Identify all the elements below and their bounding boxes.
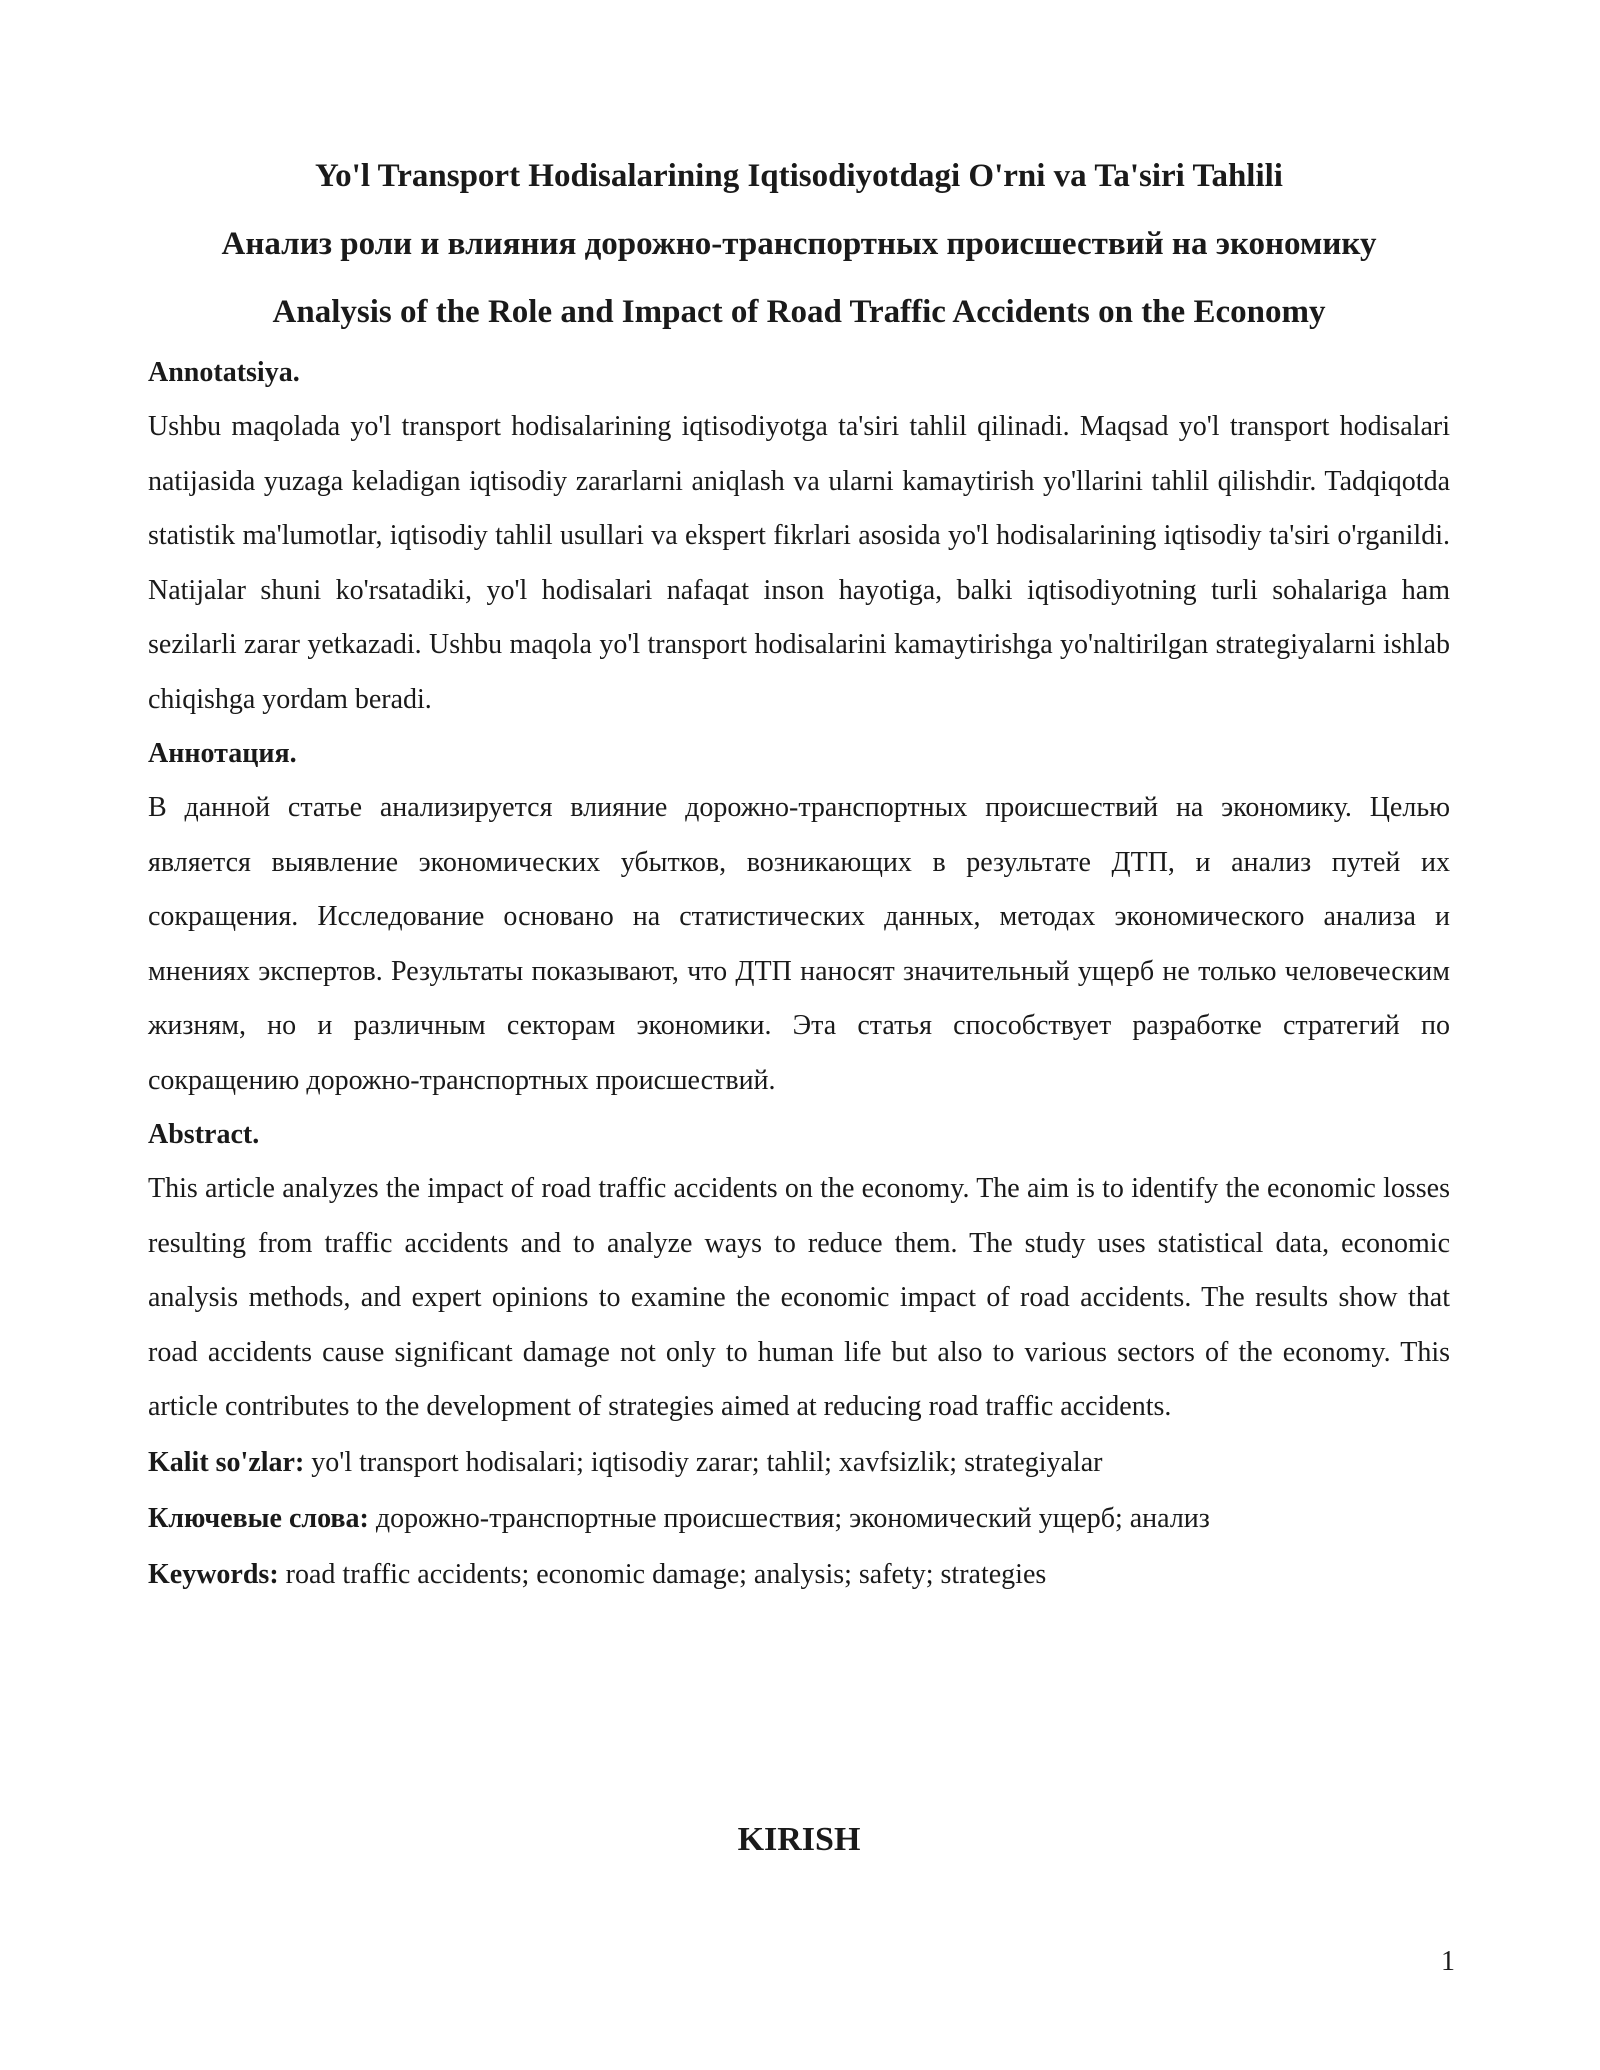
keywords-uzbek-text: yo'l transport hodisalari; iqtisodiy zarar; tahlil; xavfsizlik; strategiyalar	[304, 1446, 1103, 1478]
abstract-uzbek	[148, 346, 1450, 727]
abstract-english-text: This article analyzes the impact of road traffic accidents on the economy. The aim is to identify the economic losses resulting from traffic accidents and to analyze ways to reduce them. The study uses statistical data, economic analysis methods, and expert opinions to examine the economic impact of road accidents. The results show that road accidents cause significant damage not only to human life but also to various sectors of the economy. This article contributes to the development of strategies aimed at reducing road traffic accidents.	[148, 1173, 1450, 1422]
abstract-russian	[148, 727, 1450, 1108]
section-heading-kirish: KIRISH	[737, 1821, 861, 1858]
keywords-english-label: Keywords:	[148, 1558, 279, 1590]
keywords-block	[148, 1435, 1450, 1603]
page-content	[148, 142, 1450, 1603]
abstract-uzbek-text: Ushbu maqolada yo'l transport hodisalarining iqtisodiyotga ta'siri tahlil qilinadi. Maqsad yo'l transport hodisalari natijasida yuzaga keladigan iqtisodiy zararlarni aniqlash va ularni kamaytirish yo'llarini tahlil qilishdir. Tadqiqotda statistik ma'lumotlar, iqtisodiy tahlil usullari va ekspert fikrlari asosida yo'l hodisalarining iqtisodiy ta'siri o'rganildi. Natijalar shuni ko'rsatadiki, yo'l hodisalari nafaqat inson hayotiga, balki iqtisodiyotning turli sohalariga ham sezilarli zarar yetkazadi. Ushbu maqola yo'l transport hodisalarini kamaytirishga yo'naltirilgan strategiyalarni ishlab chiqishga yordam beradi.	[148, 411, 1450, 715]
page-number: 1	[1441, 1946, 1455, 1977]
keywords-english-text: road traffic accidents; economic damage; analysis; safety; strategies	[278, 1558, 1047, 1590]
keywords-uzbek	[148, 1435, 1450, 1491]
keywords-uzbek-label: Kalit so'zlar:	[148, 1446, 305, 1478]
title-uzbek: Yo'l Transport Hodisalarining Iqtisodiyotdagi O'rni va Ta'siri Tahlili	[315, 158, 1283, 194]
abstract-russian-heading: Аннотация.	[148, 738, 297, 769]
keywords-english	[148, 1547, 1450, 1603]
title-english: Analysis of the Role and Impact of Road Traffic Accidents on the Economy	[272, 294, 1326, 330]
abstract-english-heading: Abstract.	[148, 1119, 260, 1150]
keywords-russian-text: дорожно-транспортные происшествия; экономический ущерб; анализ	[368, 1502, 1210, 1534]
title-russian: Анализ роли и влияния дорожно-транспортных происшествий на экономику	[221, 226, 1377, 262]
abstract-uzbek-heading: Annotatsiya.	[148, 357, 300, 388]
keywords-russian-label: Ключевые слова:	[148, 1502, 369, 1534]
abstract-russian-text: В данной статье анализируется влияние дорожно-транспортных происшествий на экономику. Целью является выявление экономических убытков, возникающих в результате ДТП, и анализ путей их сокращения. Исследование основано на статистических данных, методах экономического анализа и мнениях экспертов. Результаты показывают, что ДТП наносят значительный ущерб не только человеческим жизням, но и различным секторам экономики. Эта статья способствует разработке стратегий по сокращению дорожно-транспортных происшествий.	[148, 792, 1450, 1096]
abstract-english	[148, 1108, 1450, 1435]
keywords-russian	[148, 1491, 1450, 1547]
